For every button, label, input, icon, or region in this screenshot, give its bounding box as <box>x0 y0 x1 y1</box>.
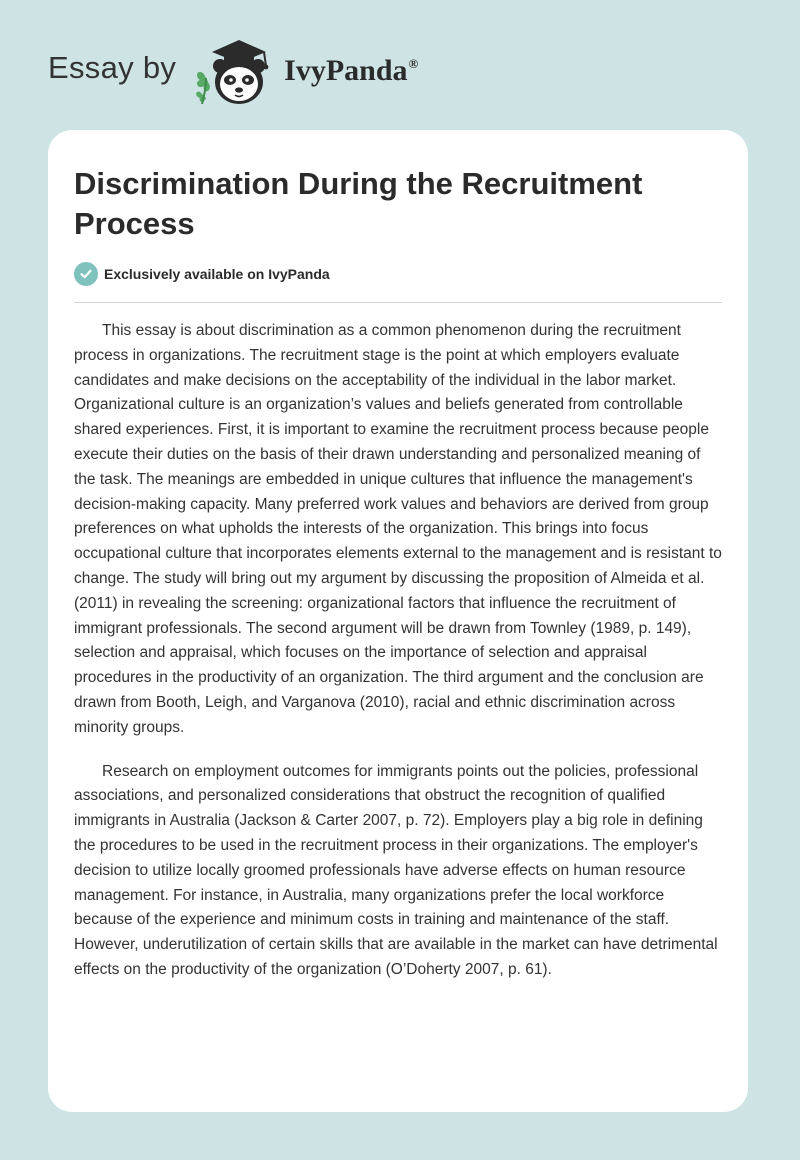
page-title: Discrimination During the Recruitment Process <box>74 166 643 241</box>
paragraph: Research on employment outcomes for immigrants points out the policies, professional associations, and personalized considerations that obstruct the recognition of qualified immigrants in Australia (Jackson & Carter 2007, p. 72). Employers play a big role in defining the procedures to be used in the recruitment process in their organizations. The employer's decision to utilize locally groomed professionals have adverse effects on human resource management. For instance, in Australia, many organizations prefer the local workforce because of the experience and minimum costs in training and maintenance of the staff. However, underutilization of certain skills that are available in the market can have detrimental effects on the productivity of the organization (O’Doherty 2007, p. 61). <box>74 762 718 978</box>
check-circle-icon <box>74 262 98 286</box>
essay-by-label: Essay by <box>48 50 177 85</box>
brand-text: IvyPanda <box>284 54 408 87</box>
exclusive-label: Exclusively available on IvyPanda <box>104 266 330 282</box>
brand-name[interactable] <box>284 54 418 88</box>
registered-mark: ® <box>408 56 419 71</box>
paragraph: This essay is about discrimination as a common phenomenon during the recruitment process in organizations. The recruitment stage is the point at which employers evaluate candidates and make decisions on the acceptability of the individual in the labor market. Organizational culture is an organization’s values and beliefs generated from controllable shared experiences. First, it is important to examine the recruitment process because people execute their duties on the basis of their drawn understanding and personalized meaning of the task. The meanings are embedded in unique cultures that influence the management's decision-making capacity. Many preferred work values and behaviors are derived from group preferences on what upholds the interests of the organization. This brings into focus occupational culture that incorporates elements external to the management and is resistant to change. The study will bring out my argument by discussing the proposition of Almeida et al. (2011) in revealing the screening: organizational factors that influence the recruitment of immigrant professionals. The second argument will be drawn from Townley (1989, p. 149), selection and appraisal, which focuses on the importance of selection and appraisal procedures in the productivity of an organization. The third argument and the conclusion are drawn from Booth, Leigh, and Varganova (2010), racial and ethnic discrimination across minority groups. <box>74 322 722 736</box>
divider <box>74 302 722 303</box>
essay-card <box>48 130 748 1112</box>
exclusive-badge <box>74 262 330 286</box>
essay-body <box>74 319 724 1002</box>
ivy-leaf-icon <box>196 72 210 104</box>
site-header <box>48 30 418 110</box>
ivypanda-logo[interactable] <box>190 30 276 110</box>
panda-logo-icon <box>190 30 276 110</box>
